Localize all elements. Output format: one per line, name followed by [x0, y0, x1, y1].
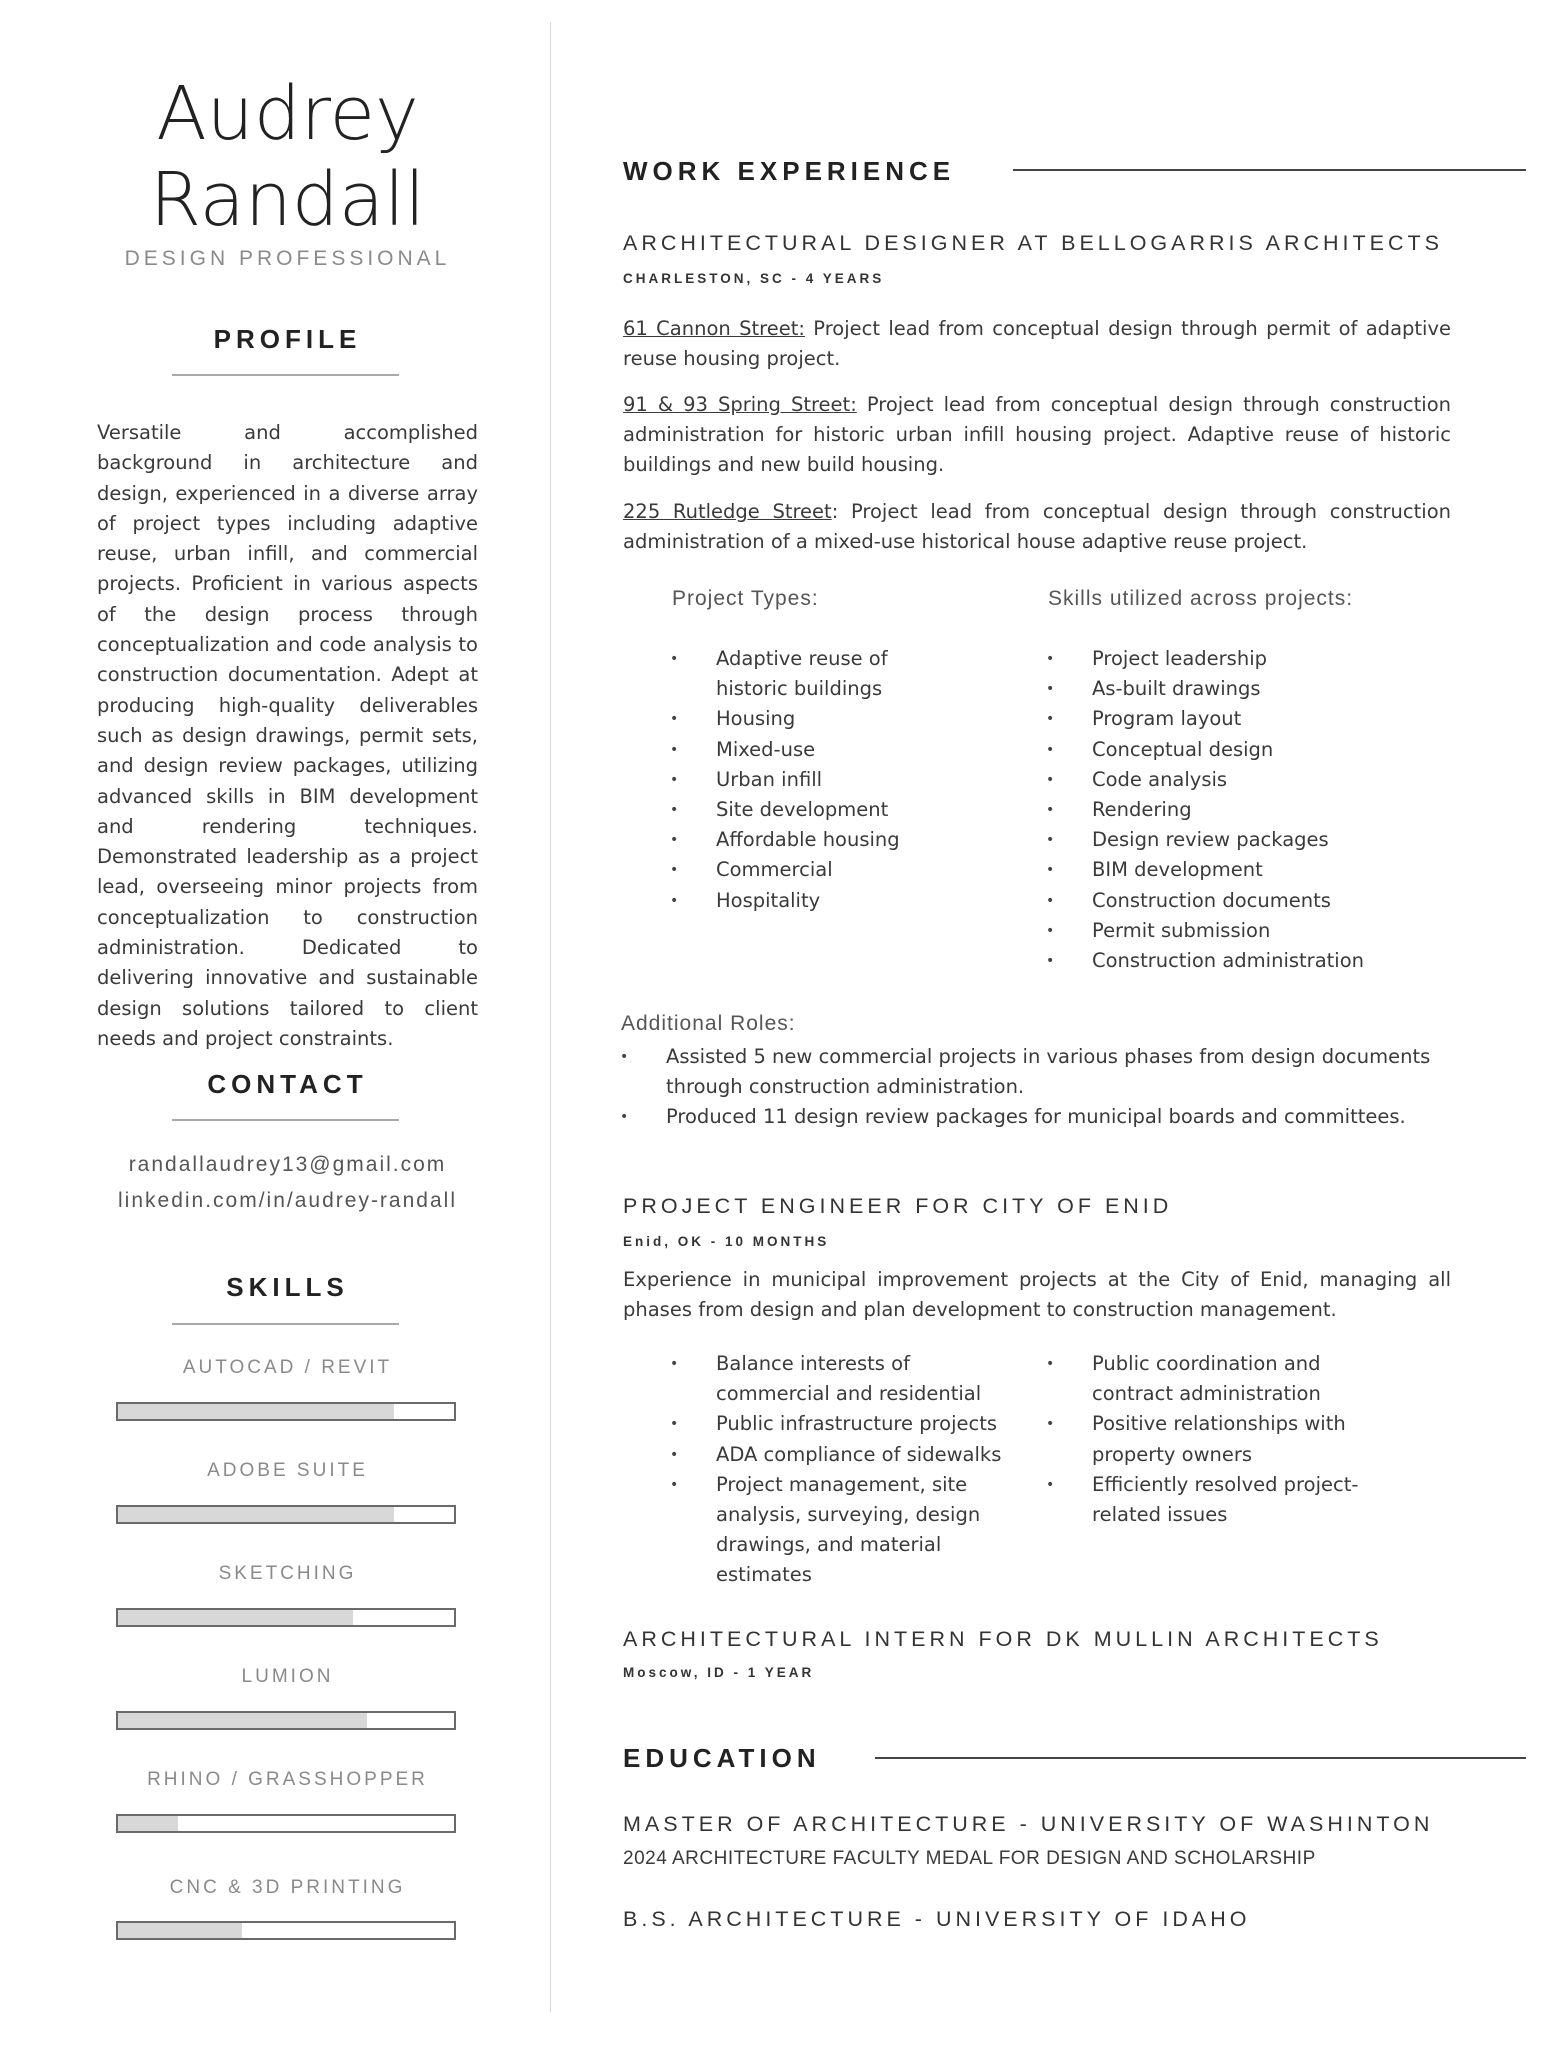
skills-heading: SKILLS	[226, 1272, 349, 1302]
list-item: • Code analysis	[1046, 765, 1426, 795]
skill-label: CNC & 3D PRINTING	[169, 1877, 406, 1898]
list-item: • Rendering	[1046, 795, 1426, 825]
list-item: • Housing	[670, 704, 940, 734]
job-title: ARCHITECTURAL INTERN FOR DK MULLIN ARCHITECTS	[623, 1627, 1383, 1651]
job-meta: CHARLESTON, SC - 4 YEARS	[623, 271, 885, 286]
skill-bar	[116, 1921, 456, 1940]
list-item: • Public infrastructure projects	[670, 1409, 1020, 1439]
project-link[interactable]: 91 & 93 Spring Street:	[623, 393, 857, 416]
profile-heading: PROFILE	[213, 324, 362, 354]
list-item: • Assisted 5 new commercial projects in various phases from design documents through construction administration.	[620, 1042, 1450, 1102]
list-item: • BIM development	[1046, 855, 1426, 885]
job2-duties-list	[670, 1349, 1020, 1591]
skill-bar	[116, 1402, 456, 1421]
job-meta: Enid, OK - 10 MONTHS	[623, 1234, 830, 1249]
profile-divider	[172, 374, 399, 376]
list-item: • Design review packages	[1046, 825, 1426, 855]
list-item: • Mixed-use	[670, 735, 940, 765]
skill-label: ADOBE SUITE	[207, 1460, 368, 1481]
last-name: Randall	[149, 157, 426, 243]
contact-email[interactable]: randallaudrey13@gmail.com	[128, 1153, 447, 1176]
skill-label: RHINO / GRASSHOPPER	[147, 1769, 428, 1790]
degree: MASTER OF ARCHITECTURE - UNIVERSITY OF WASHINTON	[623, 1812, 1434, 1836]
project-types-heading: Project Types:	[672, 587, 819, 610]
list-item: • Permit submission	[1046, 916, 1426, 946]
first-name: Audrey	[156, 71, 419, 157]
skill-bar-fill	[118, 1507, 394, 1522]
list-item: • Program layout	[1046, 704, 1426, 734]
skill-bar-fill	[118, 1816, 178, 1831]
job-title: ARCHITECTURAL DESIGNER AT BELLOGARRIS ARCHITECTS	[623, 231, 1444, 255]
job-meta: Moscow, ID - 1 YEAR	[623, 1665, 815, 1680]
skills-used-heading: Skills utilized across projects:	[1048, 587, 1354, 610]
skill-bar	[116, 1608, 456, 1627]
project-link[interactable]: 225 Rutledge Street	[623, 500, 832, 523]
additional-roles-list	[620, 1042, 1450, 1133]
skill-label: SKETCHING	[218, 1563, 357, 1584]
list-item: • As-built drawings	[1046, 674, 1426, 704]
contact-heading: CONTACT	[207, 1069, 368, 1099]
additional-roles-heading: Additional Roles:	[621, 1012, 796, 1035]
job-description: Experience in municipal improvement projects at the City of Enid, managing all phases from design and plan development to construction management.	[623, 1268, 1451, 1321]
list-item: • Construction documents	[1046, 886, 1426, 916]
skill-bar-fill	[118, 1610, 353, 1625]
contact-linkedin[interactable]: linkedin.com/in/audrey-randall	[118, 1189, 457, 1212]
education-rule	[875, 1757, 1526, 1759]
degree: B.S. ARCHITECTURE - UNIVERSITY OF IDAHO	[623, 1907, 1251, 1931]
list-item: • Commercial	[670, 855, 940, 885]
list-item: • Public coordination and contract administration	[1046, 1349, 1376, 1409]
contact-divider	[172, 1119, 399, 1121]
job-title: PROJECT ENGINEER FOR CITY OF ENID	[623, 1194, 1173, 1218]
skill-bar	[116, 1711, 456, 1730]
list-item: • Urban infill	[670, 765, 940, 795]
work-experience-rule	[1013, 169, 1526, 171]
list-item: • Site development	[670, 795, 940, 825]
list-item: • Adaptive reuse of historic buildings	[670, 644, 940, 704]
skill-bar-fill	[118, 1713, 367, 1728]
project-entry	[623, 497, 1451, 557]
column-divider	[550, 22, 551, 2012]
list-item: • Conceptual design	[1046, 735, 1426, 765]
project-link[interactable]: 61 Cannon Street:	[623, 317, 805, 340]
list-item: • Positive relationships with property owners	[1046, 1409, 1376, 1469]
award: 2024 ARCHITECTURE FACULTY MEDAL FOR DESIGN AND SCHOLARSHIP	[623, 1848, 1316, 1869]
skill-bar	[116, 1505, 456, 1524]
project-description: Project lead from conceptual design through construction administration for historic urban infill housing project. Adaptive reuse of historic buildings and new build housing.	[623, 393, 1451, 476]
skills-divider	[172, 1323, 399, 1325]
list-item: • Project leadership	[1046, 644, 1426, 674]
project-types-list	[670, 644, 940, 916]
list-item: • Construction administration	[1046, 946, 1426, 976]
list-item: • Produced 11 design review packages for municipal boards and committees.	[620, 1102, 1450, 1132]
list-item: • Affordable housing	[670, 825, 940, 855]
list-item: • Efficiently resolved project-related issues	[1046, 1470, 1376, 1530]
list-item: • Hospitality	[670, 886, 940, 916]
work-experience-heading: WORK EXPERIENCE	[623, 156, 956, 186]
skill-bar	[116, 1814, 456, 1833]
skill-bar-fill	[118, 1404, 394, 1419]
education-heading: EDUCATION	[623, 1743, 821, 1773]
job-subtitle: DESIGN PROFESSIONAL	[124, 247, 451, 270]
list-item: • ADA compliance of sidewalks	[670, 1440, 1020, 1470]
skills-used-list	[1046, 644, 1426, 976]
skill-label: LUMION	[241, 1666, 334, 1687]
project-description: : Project lead from conceptual design through construction administration of a mixed-use historical house adaptive reuse project.	[623, 500, 1451, 553]
job2-duties-list-2	[1046, 1349, 1376, 1530]
project-entry	[623, 314, 1451, 374]
project-entry	[623, 390, 1451, 480]
project-description: Project lead from conceptual design through permit of adaptive reuse housing project.	[623, 317, 1451, 370]
skill-bar-fill	[118, 1923, 242, 1938]
list-item: • Project management, site analysis, surveying, design drawings, and material estimates	[670, 1470, 1020, 1591]
skill-label: AUTOCAD / REVIT	[182, 1357, 393, 1378]
profile-text: Versatile and accomplished background in architecture and design, experienced in a diverse array of project types including adaptive reuse, urban infill, and commercial projects. Proficient in various aspects of the design process through conceptualization and code analysis to construction documentation. Adept at producing high-quality deliverables such as design drawings, permit sets, and design review packages, utilizing advanced skills in BIM development and rendering techniques. Demonstrated leadership as a project lead, overseeing minor projects from conceptualization to construction administration. Dedicated to delivering innovative and sustainable design solutions tailored to client needs and project constraints.	[97, 421, 478, 1050]
list-item: • Balance interests of commercial and residential	[670, 1349, 1020, 1409]
